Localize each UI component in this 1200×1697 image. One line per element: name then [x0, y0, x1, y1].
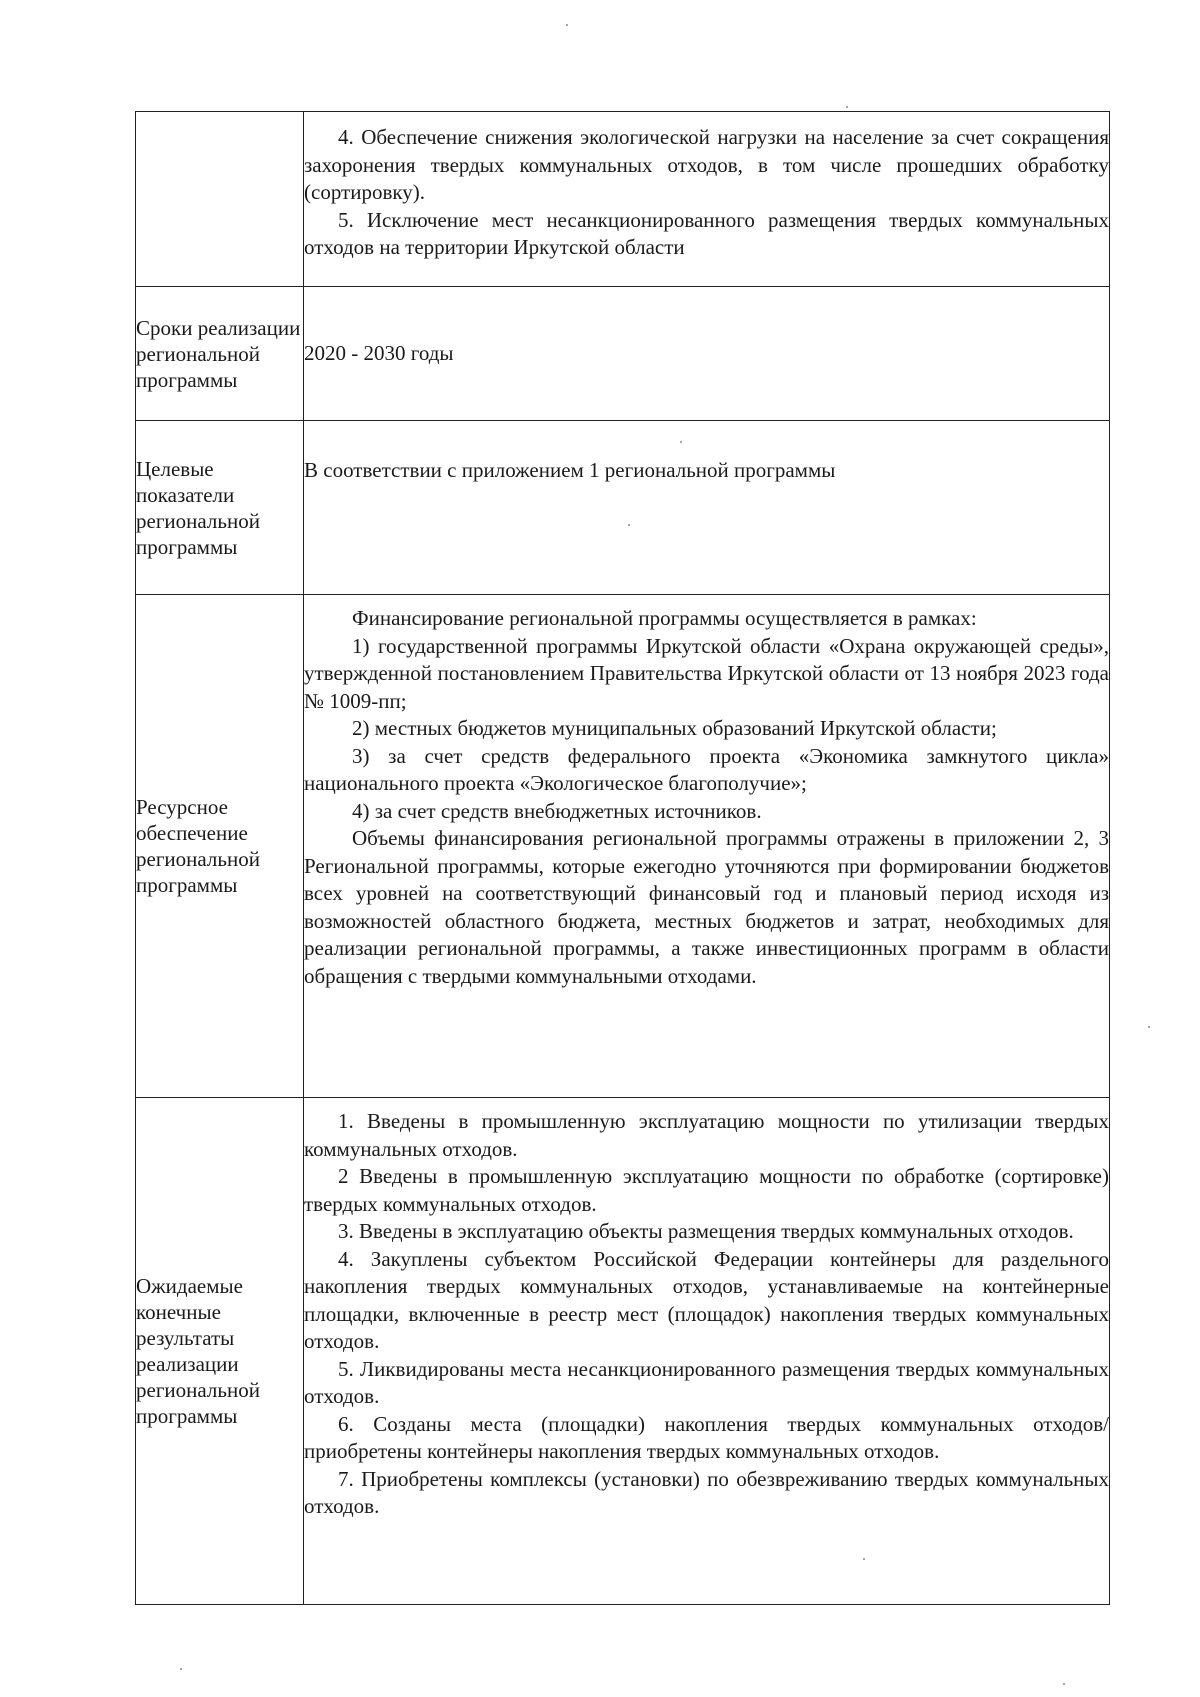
paragraph: 4. Закуплены субъектом Российской Федерации контейнеры для раздельного накопления твердых коммунальных отходов, устанавливаемые на контейнерные площадки, включенные в реестр мест (площадок) накопления твердых коммунальных отходов. [304, 1246, 1109, 1353]
paragraph: 1. Введены в промышленную эксплуатацию мощности по утилизации твердых коммунальных отходов. [304, 1109, 1109, 1161]
paragraph: 3) за счет средств федерального проекта «Экономика замкнутого цикла» национального проекта «Экологическое благополучие»; [304, 743, 1109, 795]
paragraph: 4) за счет средств внебюджетных источников. [352, 798, 762, 823]
paragraph: 2020 - 2030 годы [304, 340, 454, 365]
paragraph: 3. Введены в эксплуатацию объекты размещения твердых коммунальных отходов. [338, 1219, 1074, 1243]
scan-speck [180, 1668, 182, 1670]
row-label: Сроки реализации региональной программы [136, 287, 304, 421]
paragraph: 5. Ликвидированы места несанкционированного размещения твердых коммунальных отходов. [304, 1356, 1109, 1408]
scan-speck [680, 441, 682, 443]
paragraph: 2 Введены в промышленную эксплуатацию мощности по обработке (сортировке) твердых коммунальных отходов. [304, 1164, 1109, 1216]
scan-speck [566, 24, 568, 26]
scan-speck [846, 106, 848, 108]
row-label [136, 112, 304, 287]
paragraph: 2) местных бюджетов муниципальных образований Иркутской области; [352, 716, 997, 740]
table-row [136, 595, 1110, 1098]
scan-speck [863, 1558, 865, 1560]
row-content [304, 112, 1110, 287]
paragraph: Объемы финансирования региональной программы отражены в приложении 2, 3 Региональной программы, которые ежегодно уточняются при формировании бюджетов всех уровней на соответствующий финансовый год и плановый период исходя из возможностей областного бюджета, местных бюджетов и затрат, необходимых для реализации региональной программы, а также инвестиционных программ в области обращения с твердыми коммунальными отходами. [304, 826, 1109, 988]
paragraph: 1) государственной программы Иркутской области «Охрана окружающей среды», утвержденной постановлением Правительства Иркутской области от 13 ноября 2023 года № 1009-пп; [304, 633, 1109, 713]
scan-speck [1063, 1683, 1065, 1685]
paragraph: 6. Созданы места (площадки) накопления твердых коммунальных отходов/приобретены контейнеры накопления твердых коммунальных отходов. [304, 1411, 1109, 1463]
row-label: Ресурсное обеспечение региональной программы [136, 595, 304, 1098]
scan-speck [628, 524, 630, 526]
scan-speck [1148, 1026, 1150, 1028]
table-row [136, 112, 1110, 287]
row-content [304, 421, 1110, 595]
paragraph: В соответствии с приложением 1 региональной программы [304, 458, 836, 482]
paragraph: 4. Обеспечение снижения экологической нагрузки на население за счет сокращения захоронения твердых коммунальных отходов, в том числе прошедших обработку (сортировку). [304, 125, 1109, 204]
table-row [136, 1098, 1110, 1605]
paragraph: 7. Приобретены комплексы (установки) по обезвреживанию твердых коммунальных отходов. [304, 1466, 1109, 1518]
paragraph: Финансирование региональной программы осуществляется в рамках: [352, 606, 977, 630]
row-label: Целевые показатели региональной программы [136, 421, 304, 595]
row-content [304, 595, 1110, 1098]
row-content [304, 1098, 1110, 1605]
table-row [136, 421, 1110, 595]
row-content [304, 287, 1110, 421]
row-label: Ожидаемые конечные результаты реализации региональной программы [136, 1098, 304, 1605]
passport-table [135, 111, 1110, 1605]
paragraph: 5. Исключение мест несанкционированного размещения твердых коммунальных отходов на территории Иркутской области [304, 207, 1109, 259]
table-row [136, 287, 1110, 421]
